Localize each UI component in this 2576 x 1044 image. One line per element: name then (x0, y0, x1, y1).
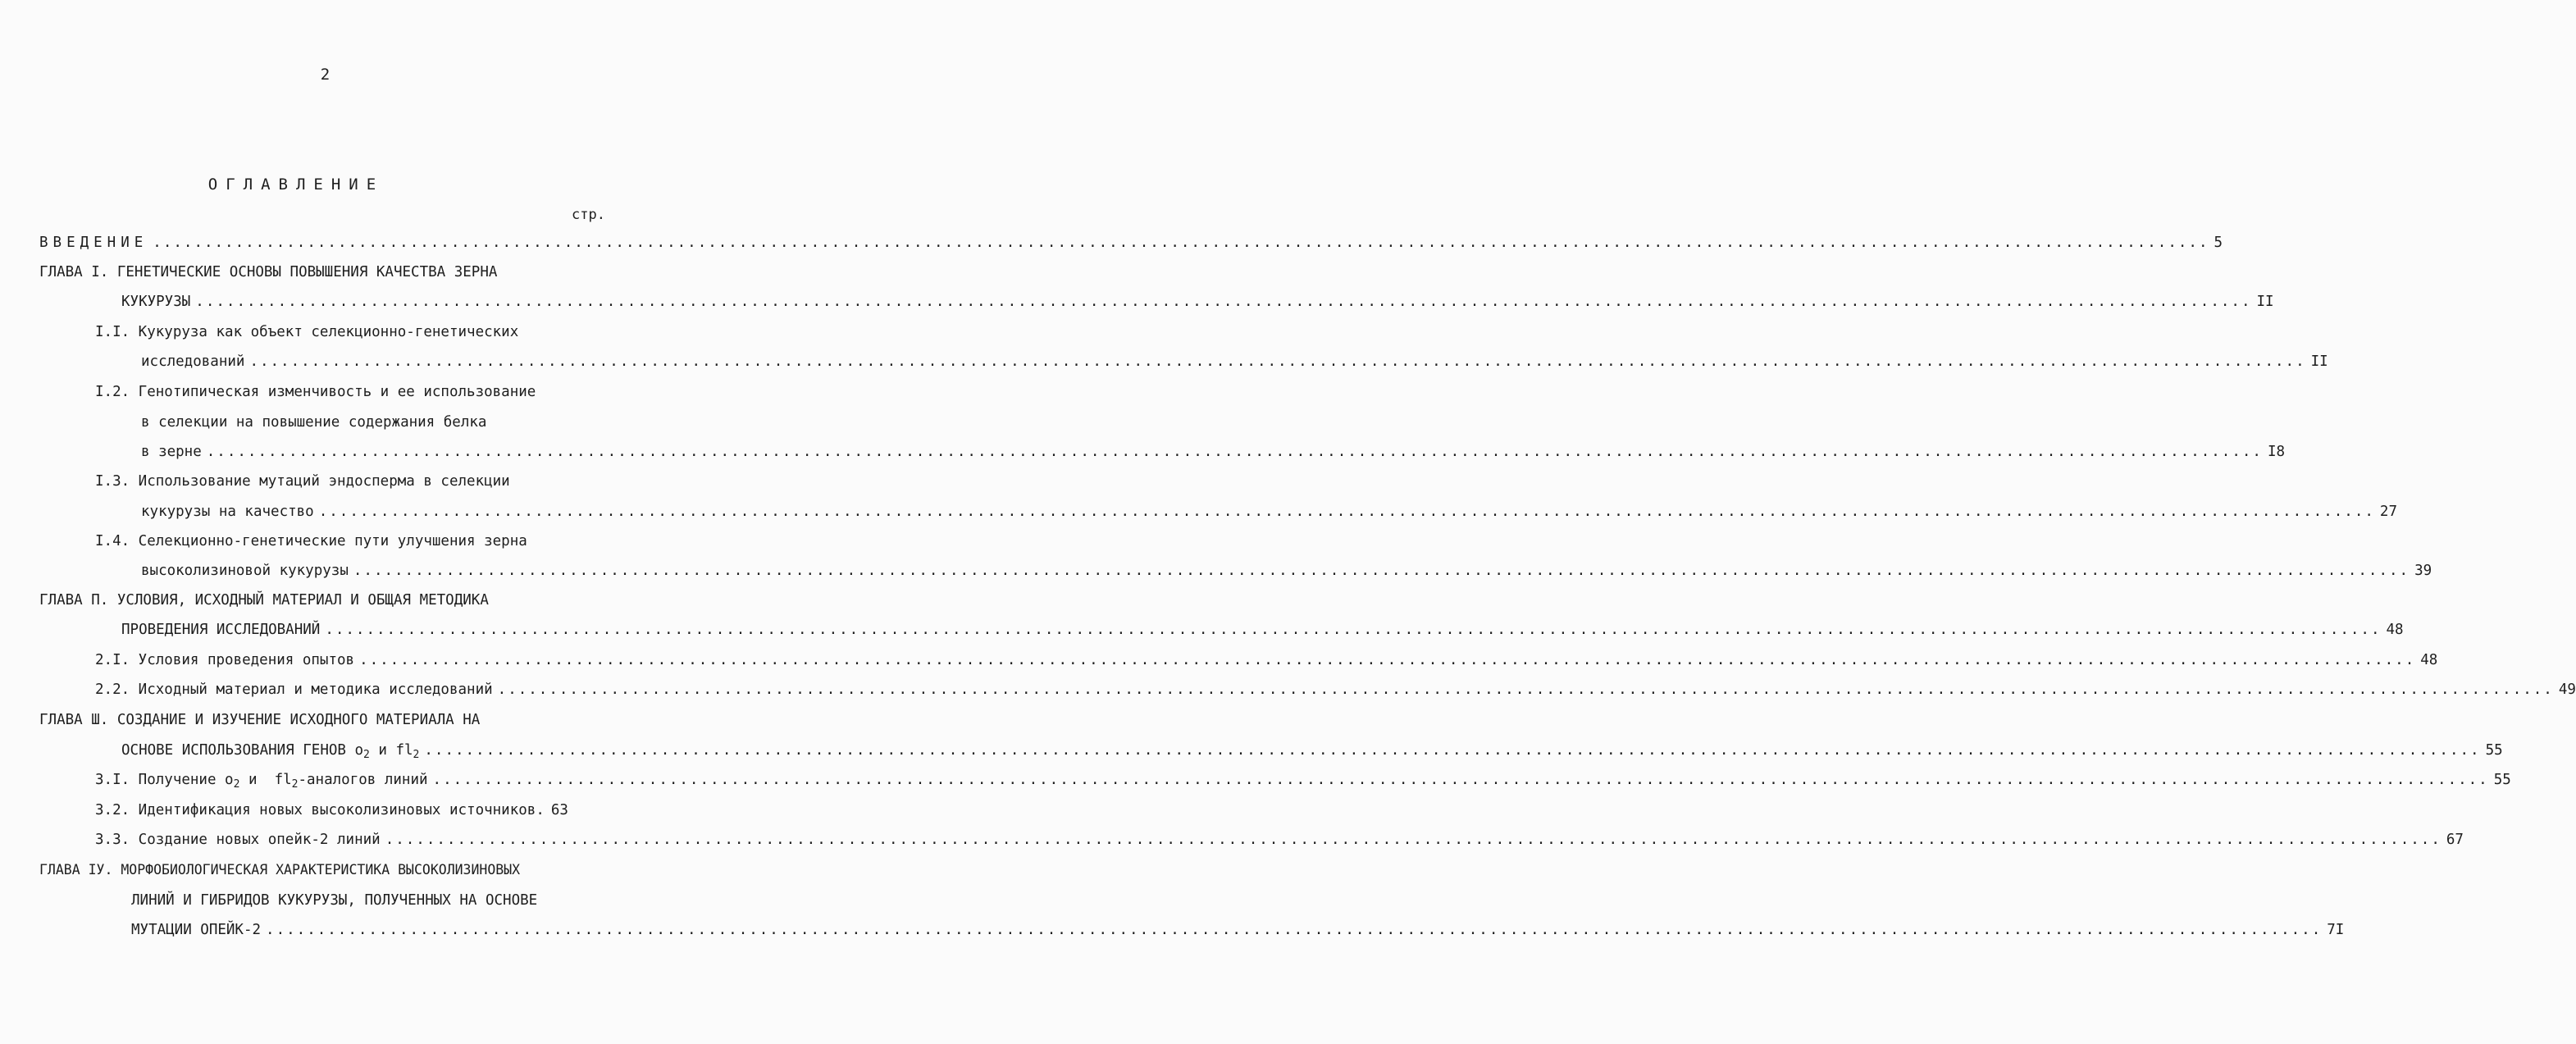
toc-entry-1-4-cont (141, 563, 2432, 584)
toc-entry-text: I.2. Генотипическая изменчивость и ее использование (95, 384, 536, 400)
toc-entry-chapter-4-cont (131, 892, 537, 914)
toc-entry-chapter-1 (39, 264, 497, 285)
toc-entry-3-3 (95, 832, 2464, 853)
toc-page-number: 27 (2379, 504, 2397, 520)
gene-symbol: o (225, 772, 234, 788)
toc-entry-text: ВВЕДЕНИЕ (39, 235, 148, 251)
toc-entry-1-1 (95, 324, 518, 345)
toc-entry-chapter-2 (39, 592, 489, 613)
dot-leader: ........................................................................................................................................................................................................ (359, 652, 2416, 668)
toc-entry-introduction (39, 235, 2223, 256)
toc-entry-text-part: ОСНОВЕ ИСПОЛЬЗОВАНИЯ ГЕНОВ (121, 742, 346, 759)
gene-symbol: o (354, 742, 364, 759)
toc-entry-chapter-4-cont2 (131, 922, 2345, 943)
gene-subscript: 2 (413, 749, 420, 761)
dot-leader: ........................................................................................................................................................................................................ (266, 922, 2323, 938)
toc-entry-text: ПРОВЕДЕНИЯ ИССЛЕДОВАНИЙ (121, 622, 321, 638)
toc-entry-text: ЛИНИЙ И ГИБРИДОВ КУКУРУЗЫ, ПОЛУЧЕННЫХ НА ОСНОВЕ (131, 892, 538, 909)
toc-entry-3-1 (95, 772, 2511, 793)
toc-entry-text: МУТАЦИИ ОПЕЙК-2 (131, 922, 262, 938)
toc-entry-text: ГЛАВА I. ГЕНЕТИЧЕСКИЕ ОСНОВЫ ПОВЫШЕНИЯ КАЧЕСТВА ЗЕРНА (39, 264, 498, 280)
page-column-label: стр. (572, 207, 605, 223)
toc-entry-3-2 (95, 802, 597, 823)
gene-subscript: 2 (363, 749, 370, 761)
toc-entry-text: кукурузы на качество (141, 504, 314, 520)
toc-entry-text: I.I. Кукуруза как объект селекционно-генетических (95, 324, 519, 340)
toc-page-number: 55 (2493, 772, 2511, 788)
toc-page-number: 5 (2214, 235, 2223, 251)
toc-page-number: 67 (2446, 832, 2464, 848)
gene-symbol: fl (395, 742, 413, 759)
toc-entry-text: 2.2. Исходный материал и методика исследований (95, 682, 493, 698)
toc-entry-1-1-cont (141, 353, 2328, 375)
toc-title: ОГЛАВЛЕНИЕ (207, 176, 385, 194)
toc-entry-chapter-2-cont (121, 622, 2404, 643)
toc-entry-1-3 (95, 473, 510, 495)
toc-entry-1-3-cont (141, 504, 2397, 525)
dot-leader: ........................................................................................................................................................................................................ (195, 294, 2252, 310)
toc-page-number: II (2310, 353, 2328, 370)
toc-entry-text (121, 742, 419, 761)
dot-leader: ........................................................................................................................................................................................................ (432, 772, 2489, 788)
toc-entry-1-4 (95, 533, 527, 554)
toc-entry-text: ГЛАВА П. УСЛОВИЯ, ИСХОДНЫЙ МАТЕРИАЛ И ОБЩАЯ МЕТОДИКА (39, 592, 489, 609)
toc-entry-chapter-1-cont (121, 294, 2274, 315)
toc-entry-2-1 (95, 652, 2438, 673)
toc-entry-chapter-3 (39, 712, 480, 733)
toc-page-number: 48 (2420, 652, 2438, 668)
toc-entry-1-2-cont2 (141, 444, 2286, 465)
toc-entry-text: КУКУРУЗЫ (121, 294, 191, 310)
toc-page-number: I8 (2267, 444, 2286, 460)
page-number: 2 (320, 66, 331, 84)
dot-leader: ........................................................................................................................................................................................................ (318, 504, 2375, 520)
dot-leader: ........................................................................................................................................................................................................ (424, 742, 2481, 759)
toc-page-number: 7I (2327, 922, 2345, 938)
toc-entry-text: I.3. Использование мутаций эндосперма в селекции (95, 473, 510, 490)
dot-leader: ........................................................................................................................................................................................................ (206, 444, 2263, 460)
dot-leader: ........................................................................................................................................................................................................ (497, 682, 2554, 698)
toc-page-number: 39 (2414, 563, 2432, 579)
gene-subscript: 2 (233, 778, 240, 791)
toc-entry-text-part: -аналогов линий (298, 772, 428, 788)
dot-leader: ........................................................................................................................................................................................................ (153, 235, 2209, 251)
toc-page-number: II (2256, 294, 2274, 310)
toc-entry-text-part: и (239, 772, 275, 788)
toc-entry-text (95, 772, 428, 791)
toc-entry-text: ГЛАВА IУ. МОРФОБИОЛОГИЧЕСКАЯ ХАРАКТЕРИСТИКА ВЫСОКОЛИЗИНОВЫХ (39, 862, 521, 878)
toc-entry-text: ГЛАВА Ш. СОЗДАНИЕ И ИЗУЧЕНИЕ ИСХОДНОГО МАТЕРИАЛА НА (39, 712, 481, 728)
toc-entry-text: высоколизиновой кукурузы (141, 563, 349, 579)
dot-leader: ........................................................................................................................................................................................................ (385, 832, 2442, 848)
toc-page-number: 48 (2386, 622, 2404, 638)
toc-entry-text: исследований (141, 353, 245, 370)
toc-entry-text: в зерне (141, 444, 202, 460)
dot-leader: ........................................................................................................................................................................................................ (353, 563, 2410, 579)
toc-page-number: 55 (2485, 742, 2503, 759)
dot-leader: ........................................................................................................................................................................................................ (249, 353, 2306, 370)
toc-entry-text: 3.3. Создание новых опейк-2 линий (95, 832, 381, 848)
toc-page-number: 63 (550, 802, 568, 818)
gene-subscript: 2 (291, 778, 299, 791)
toc-page-number: 49 (2558, 682, 2576, 698)
dot-leader: ........................................................................................................................................................................................................ (325, 622, 2382, 638)
toc-entry-text-part: и (369, 742, 396, 759)
toc-entry-chapter-4 (39, 862, 520, 883)
toc-entry-text-part: 3.I. Получение (95, 772, 226, 788)
toc-entry-chapter-3-cont (121, 742, 2503, 764)
gene-symbol: fl (274, 772, 292, 788)
toc-entry-text: в селекции на повышение содержания белка (141, 414, 487, 431)
toc-entry-1-2-cont (141, 414, 486, 435)
toc-entry-text: 3.2. Идентификация новых высоколизиновых источников. (95, 802, 545, 818)
toc-entry-text: I.4. Селекционно-генетические пути улучшения зерна (95, 533, 527, 549)
toc-entry-text: 2.I. Условия проведения опытов (95, 652, 355, 668)
toc-entry-2-2 (95, 682, 2576, 703)
toc-entry-1-2 (95, 384, 536, 405)
